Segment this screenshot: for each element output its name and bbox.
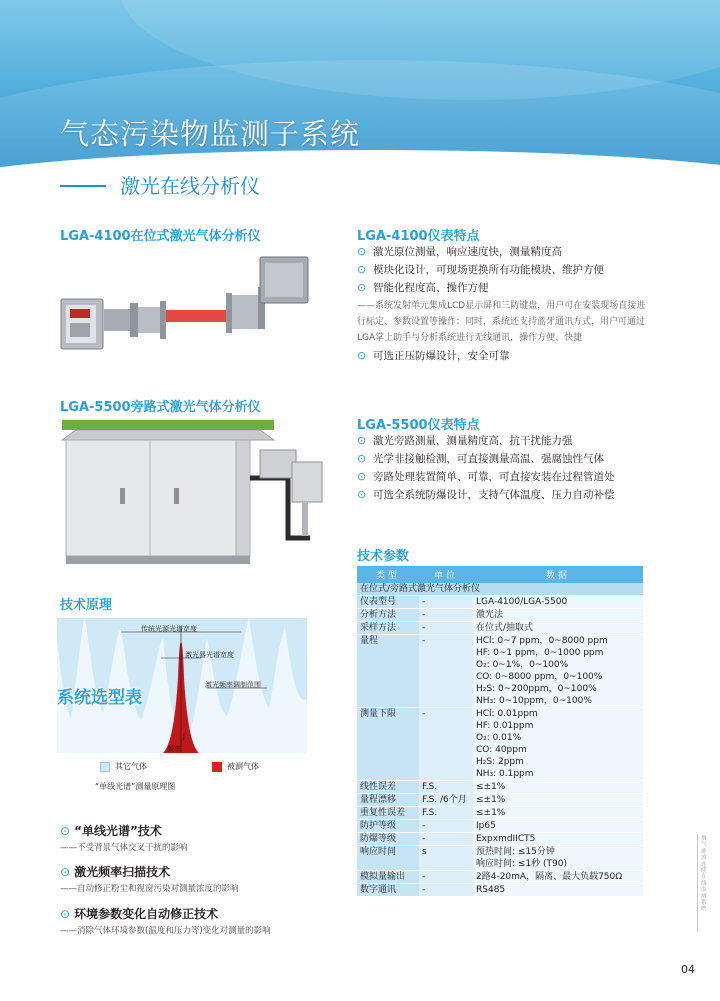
table-row [357, 635, 643, 708]
page-subtitle: 激光在线分析仪 [120, 174, 260, 198]
table-cell: 量程 [357, 635, 419, 708]
legend-measured-gas: 被测气体 [212, 761, 259, 772]
principle-title: 技术原理 [60, 598, 113, 613]
table-cell: 2路4-20mA，隔离、最大负载750Ω [473, 871, 643, 884]
axis-tick: J [183, 732, 186, 740]
table-row [357, 609, 643, 622]
lga5500-photo [60, 418, 330, 568]
table-cell: 在位式/抽取式 [473, 622, 643, 635]
table-row [357, 708, 643, 781]
table-cell: - [419, 596, 473, 609]
list-item: ⊙ 模块化设计，可现场更换所有功能模块、维护方便 [357, 263, 604, 276]
table-cell: HCl: 0~7 ppm，0~8000 ppm HF: 0~1 ppm，0~1000 ppm O₂: 0~1%，0~100% CO: 0~8000 ppm，0~100% H₂S: 0~200ppm，0~100% NH₃: 0~10ppm，0~100% [473, 635, 643, 708]
tech-point: ⊙ “单线光谱”技术 ——不受背景气体交叉干扰的影响 [60, 824, 188, 853]
list-item: ⊙ 智能化程度高、操作方便 [357, 281, 489, 294]
table-row [357, 846, 643, 871]
circle-bullet-icon: ⊙ [357, 470, 367, 483]
table-cell: - [419, 820, 473, 833]
list-item: ⊙ 激光旁路测量，测量精度高，抗干扰能力强 [357, 434, 573, 447]
table-row [357, 871, 643, 884]
tech-point: ⊙ 环境参数变化自动修正技术 ——消除气体环境参数(温度和压力等)变化对测量的影响 [60, 907, 271, 936]
table-cell: - [419, 622, 473, 635]
tech-point: ⊙ 激光频率扫描技术 ——自动修正粉尘和视窗污染对测量浓度的影响 [60, 865, 239, 894]
page-number: 04 [681, 963, 695, 976]
table-cell: - [419, 609, 473, 622]
table-header: 数据 [473, 566, 643, 583]
product-title-5500: LGA-5500旁路式激光气体分析仪 [60, 400, 261, 415]
label-laser-width: 激光器光谱宽度 [185, 651, 234, 659]
table-cell: 仪表型号 [357, 596, 419, 609]
table-row [357, 884, 643, 897]
circle-bullet-icon: ⊙ [60, 907, 71, 921]
circle-bullet-icon: ⊙ [357, 349, 367, 362]
table-header: 单位 [419, 566, 473, 583]
diagram-caption: “单线光谱”测量原理图 [95, 782, 176, 791]
circle-bullet-icon: ⊙ [357, 488, 367, 501]
table-cell: HCl: 0.01ppm HF: 0.01ppm O₂: 0.01% CO: 40ppm H₂S: 2ppm NH₃: 0.1ppm [473, 708, 643, 781]
table-header: 类型 [357, 566, 419, 583]
table-row [357, 820, 643, 833]
feature-note: ——系统发射单元集成LCD显示屏和三防键盘，用户可在安装现场直接进行标定、参数设置等操作；同时，系统还支持蓝牙通讯方式，用户可通过LGA掌上助手与分析系统进行无线通讯，操作方便、快捷 [357, 301, 646, 343]
table-cell: 测量下限 [357, 708, 419, 781]
list-item: ⊙ 可选全系统防爆设计，支持气体温度、压力自动补偿 [357, 488, 615, 501]
list-item: ⊙ 激光原位测量，响应速度快，测量精度高 [357, 245, 562, 258]
legend-other-gas: 其它气体 [100, 761, 147, 772]
specs-title: 技术参数 [357, 549, 410, 564]
table-cell: - [419, 635, 473, 708]
list-item: ⊙ 旁路处理装置简单、可靠，可直接安装在过程管道处 [357, 470, 615, 483]
circle-bullet-icon: ⊙ [357, 245, 367, 258]
table-cell: - [419, 708, 473, 781]
table-cell: F.S. [419, 781, 473, 794]
table-cell: - [419, 884, 473, 897]
table-cell: 响应时间 [357, 846, 419, 871]
table-cell: RS485 [473, 884, 643, 897]
feature-list-5500 [357, 433, 657, 505]
label-modulation-range: 激光频率调制范围 [205, 681, 261, 689]
table-cell: LGA-4100/LGA-5500 [473, 596, 643, 609]
table-cell: F.S. /6个月 [419, 794, 473, 807]
circle-bullet-icon: ⊙ [60, 824, 71, 838]
table-cell: 采样方法 [357, 622, 419, 635]
table-row [357, 622, 643, 635]
side-divider [697, 834, 698, 932]
lga4100-photo [60, 243, 315, 355]
legend-swatch [100, 762, 110, 772]
side-text: 烟气排放连续在线监测系统 [701, 836, 707, 913]
feature-list-4100 [357, 244, 647, 366]
table-cell: 分析方法 [357, 609, 419, 622]
page-title: 气态污染物监测子系统 [60, 117, 361, 151]
table-cell: s [419, 846, 473, 871]
subtitle-dash [60, 185, 106, 187]
axis-label: 频率 [167, 745, 181, 753]
watermark-text: 系统选型表 [57, 688, 142, 708]
table-cell: F.S. [419, 807, 473, 820]
table-cell: ≤±1% [473, 781, 643, 794]
circle-bullet-icon: ⊙ [357, 263, 367, 276]
table-cell: 模拟量输出 [357, 871, 419, 884]
table-subheader-row [357, 583, 643, 596]
table-cell: ExpxmdIICT5 [473, 833, 643, 846]
circle-bullet-icon: ⊙ [357, 434, 367, 447]
table-cell: 预热时间: ≤15分钟 响应时间: ≤1秒 (T90) [473, 846, 643, 871]
table-cell: 线性误差 [357, 781, 419, 794]
table-cell: ≤±1% [473, 794, 643, 807]
circle-bullet-icon: ⊙ [357, 281, 367, 294]
table-cell: 数字通讯 [357, 884, 419, 897]
table-row [357, 794, 643, 807]
product-title-4100: LGA-4100在位式激光气体分析仪 [60, 229, 261, 244]
table-row [357, 833, 643, 846]
spec-table [357, 566, 643, 897]
table-row [357, 781, 643, 794]
features-title-4100: LGA-4100仪表特点 [357, 229, 480, 244]
table-cell: 量程漂移 [357, 794, 419, 807]
table-cell: 重复性误差 [357, 807, 419, 820]
table-cell: Ip65 [473, 820, 643, 833]
table-subheader: 在位式/旁路式激光气体分析仪 [357, 583, 643, 596]
table-header-row [357, 566, 643, 583]
table-row [357, 596, 643, 609]
table-cell: 防护等级 [357, 820, 419, 833]
circle-bullet-icon: ⊙ [60, 865, 71, 879]
table-row [357, 807, 643, 820]
table-cell: 激光法 [473, 609, 643, 622]
table-cell: - [419, 871, 473, 884]
table-cell: 防爆等级 [357, 833, 419, 846]
table-cell: - [419, 833, 473, 846]
list-item: ⊙ 可选正压防爆设计，安全可靠 [357, 349, 510, 362]
features-title-5500: LGA-5500仪表特点 [357, 418, 480, 433]
table-cell: ≤±1% [473, 807, 643, 820]
label-source-width: 传统光源光谱宽度 [141, 625, 197, 633]
list-item: ⊙ 光学非接触检测，可直接测量高温、强腐蚀性气体 [357, 452, 604, 465]
circle-bullet-icon: ⊙ [357, 452, 367, 465]
legend-swatch [212, 762, 222, 772]
